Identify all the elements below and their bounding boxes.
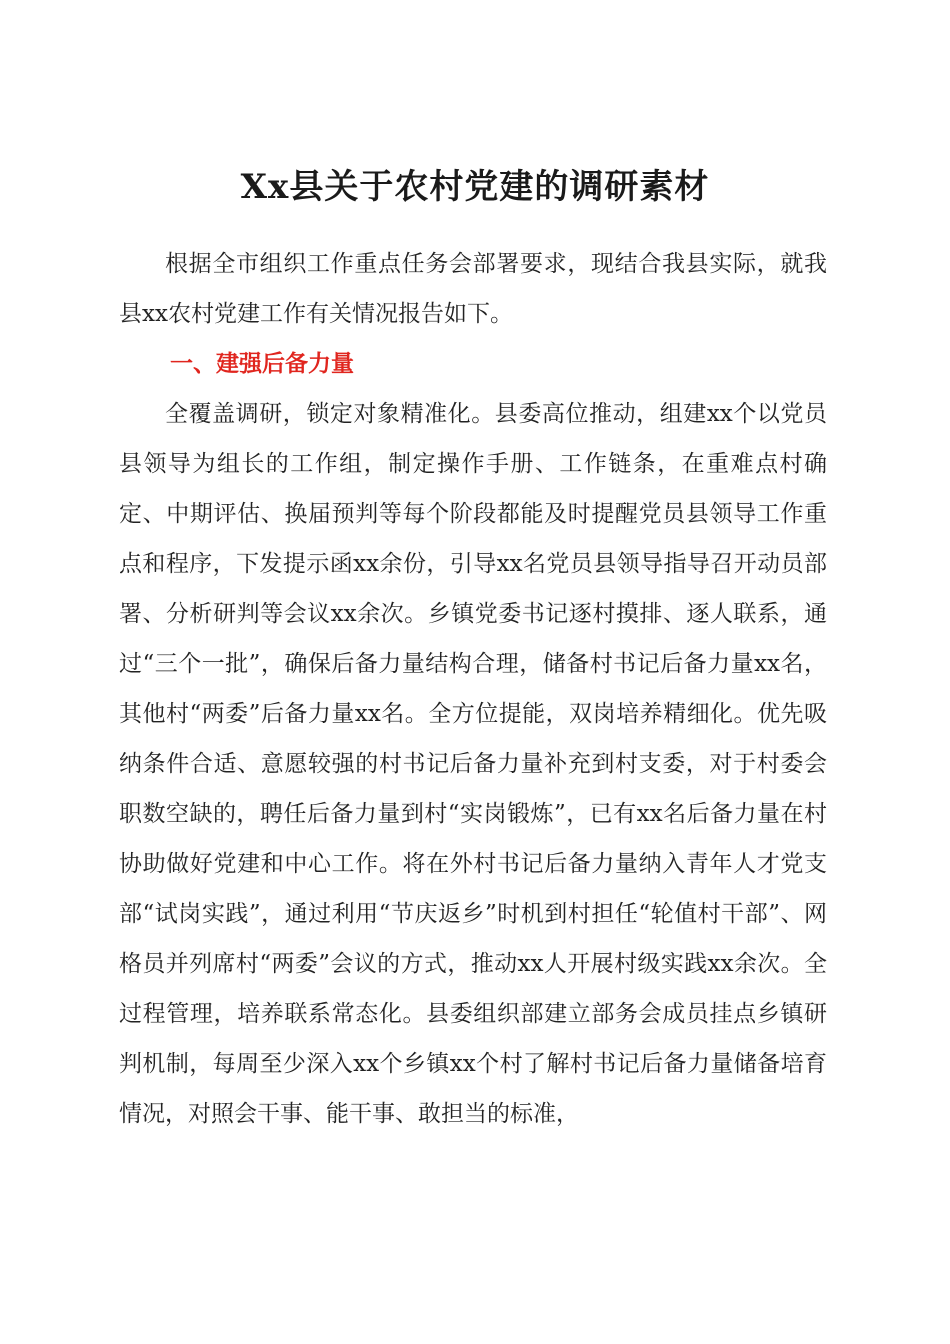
section-body-paragraph: 全覆盖调研，锁定对象精准化。县委高位推动，组建xx个以党员县领导为组长的工作组，制定操作手册、工作链条，在重难点村确定、中期评估、换届预判等每个阶段都能及时提醒党员县领导工作重点和程序，下发提示函xx余份，引导xx名党员县领导指导召开动员部署、分析研判等会议xx余次。乡镇党委书记逐村摸排、逐人联系，通过“三个一批”，确保后备力量结构合理，储备村书记后备力量xx名，其他村“两委”后备力量xx名。全方位提能，双岗培养精细化。优先吸纳条件合适、意愿较强的村书记后备力量补充到村支委，对于村委会职数空缺的，聘任后备力量到村“实岗锻炼”，已有xx名后备力量在村协助做好党建和中心工作。将在外村书记后备力量纳入青年人才党支部“试岗实践”，通过利用“节庆返乡”时机到村担任“轮值村干部”、网格员并列席村“两委”会议的方式，推动xx人开展村级实践xx余次。全过程管理，培养联系常态化。县委组织部建立部务会成员挂点乡镇研判机制，每周至少深入xx个乡镇xx个村了解村书记后备力量储备培育情况，对照会干事、能干事、敢担当的标准， bbox=[119, 401, 827, 1127]
document-title: Xx县关于农村党建的调研素材 bbox=[240, 167, 710, 207]
intro-paragraph: 根据全市组织工作重点任务会部署要求，现结合我县实际，就我县xx农村党建工作有关情况报告如下。 bbox=[119, 251, 827, 327]
section-heading: 一、建强后备力量 bbox=[170, 351, 354, 377]
